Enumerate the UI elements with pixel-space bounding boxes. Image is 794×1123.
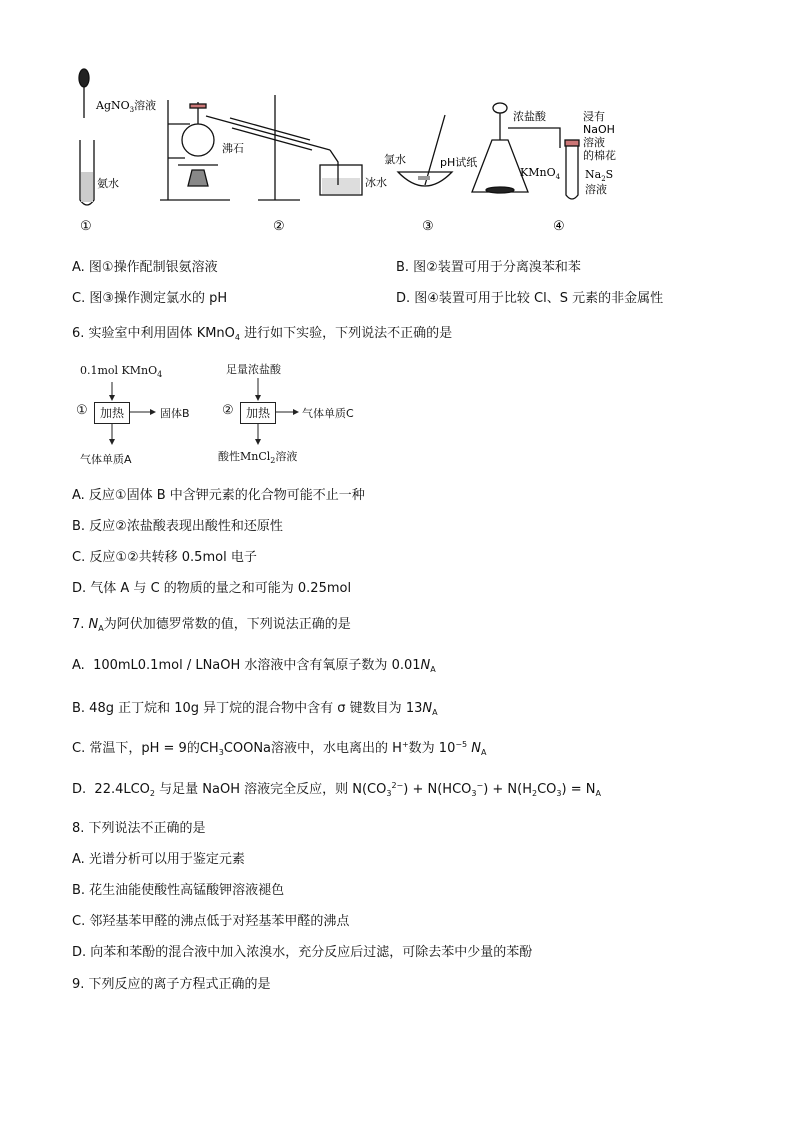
q7-option-d: D. $22.4LCO_2$ 与足量 NaOH 溶液完全反应，则 $N(CO_3^{2-}) + N(HCO_3^-) + N(H_2CO_3) = N_A$ xyxy=(72,781,601,798)
evaporating-dish-drawing xyxy=(398,115,452,186)
label-ph-paper: pH试纸 xyxy=(440,156,478,169)
flow-arrows xyxy=(0,0,400,480)
label-ammonia: 氨水 xyxy=(97,177,119,190)
figure-label-2: ② xyxy=(273,219,285,234)
q5-option-a: A. 图①操作配制银氨溶液 xyxy=(72,260,218,275)
label-kmno4: KMnO$_4$ xyxy=(520,166,561,181)
q7-option-a: A. 100mL0.1mol / LNaOH 水溶液中含有氧原子数为 $0.01N_A$ xyxy=(72,658,436,674)
label-soaked-3: 溶液 xyxy=(583,136,605,149)
q7-option-b: B. 48g 正丁烷和 10g 异丁烷的混合物中含有 σ 键数目为 $13N_A$ xyxy=(72,701,438,717)
q8-option-b: B. 花生油能使酸性高锰酸钾溶液褪色 xyxy=(72,883,285,898)
flow-mncl2: 酸性MnCl$_2$溶液 xyxy=(218,450,298,465)
q5-option-c: C. 图③操作测定氯水的 pH xyxy=(72,291,228,306)
q8-option-c: C. 邻羟基苯甲醛的沸点低于对羟基苯甲醛的沸点 xyxy=(72,914,350,929)
flow-start: 0.1mol KMnO$_4$ xyxy=(80,364,163,379)
figure-label-3: ③ xyxy=(422,219,434,234)
flow-gas-a: 气体单质A xyxy=(80,453,132,466)
q6-option-d: D. 气体 A 与 C 的物质的量之和可能为 0.25mol xyxy=(72,581,352,596)
label-boiling-stone: 沸石 xyxy=(222,142,244,155)
q5-option-b: B. 图②装置可用于分离溴苯和苯 xyxy=(396,260,581,275)
flow-gas-c: 气体单质C xyxy=(302,407,354,420)
label-agno3: AgNO$_3$溶液 xyxy=(96,99,157,114)
q8-option-d: D. 向苯和苯酚的混合液中加入浓溴水，充分反应后过滤，可除去苯中少量的苯酚 xyxy=(72,945,533,960)
q9-stem: 9. 下列反应的离子方程式正确的是 xyxy=(72,977,271,992)
q8-option-a: A. 光谱分析可以用于鉴定元素 xyxy=(72,852,245,867)
q7-stem: 7. $N_A$为阿伏加德罗常数的值，下列说法正确的是 xyxy=(72,617,351,633)
figure-label-4: ④ xyxy=(553,219,565,234)
label-na2s: $Na_2S$ xyxy=(585,168,614,183)
label-chlorine-water: 氯水 xyxy=(384,153,406,166)
flow-heat-1: 加热 xyxy=(94,402,130,424)
flow-step-1: ① xyxy=(76,403,88,418)
label-ice-water: 冰水 xyxy=(365,176,387,189)
flow-solid-b: 固体B xyxy=(160,407,190,420)
label-soaked-1: 浸有 xyxy=(583,110,605,123)
q8-stem: 8. 下列说法不正确的是 xyxy=(72,821,206,836)
label-soaked-2: NaOH xyxy=(583,123,615,136)
q6-option-a: A. 反应①固体 B 中含钾元素的化合物可能不止一种 xyxy=(72,488,365,503)
q5-option-d: D. 图④装置可用于比较 Cl、S 元素的非金属性 xyxy=(396,291,664,306)
q7-option-c: C. 常温下，pH = 9的$CH_3COONa$溶液中，水电离出的 H+数为 $10^{-5}$ $N_A$ xyxy=(72,740,487,757)
q6-option-c: C. 反应①②共转移 0.5mol 电子 xyxy=(72,550,257,565)
figure-label-1: ① xyxy=(80,219,92,234)
flow-hcl: 足量浓盐酸 xyxy=(226,363,281,376)
label-conc-hcl: 浓盐酸 xyxy=(513,110,546,123)
label-soaked-4: 的棉花 xyxy=(583,149,616,162)
flow-step-2: ② xyxy=(222,403,234,418)
label-na2s-solution: 溶液 xyxy=(585,183,607,196)
flow-heat-2: 加热 xyxy=(240,402,276,424)
q6-stem: 6. 实验室中利用固体 KMnO$_4$ 进行如下实验，下列说法不正确的是 xyxy=(72,326,453,342)
q6-option-b: B. 反应②浓盐酸表现出酸性和还原性 xyxy=(72,519,283,534)
